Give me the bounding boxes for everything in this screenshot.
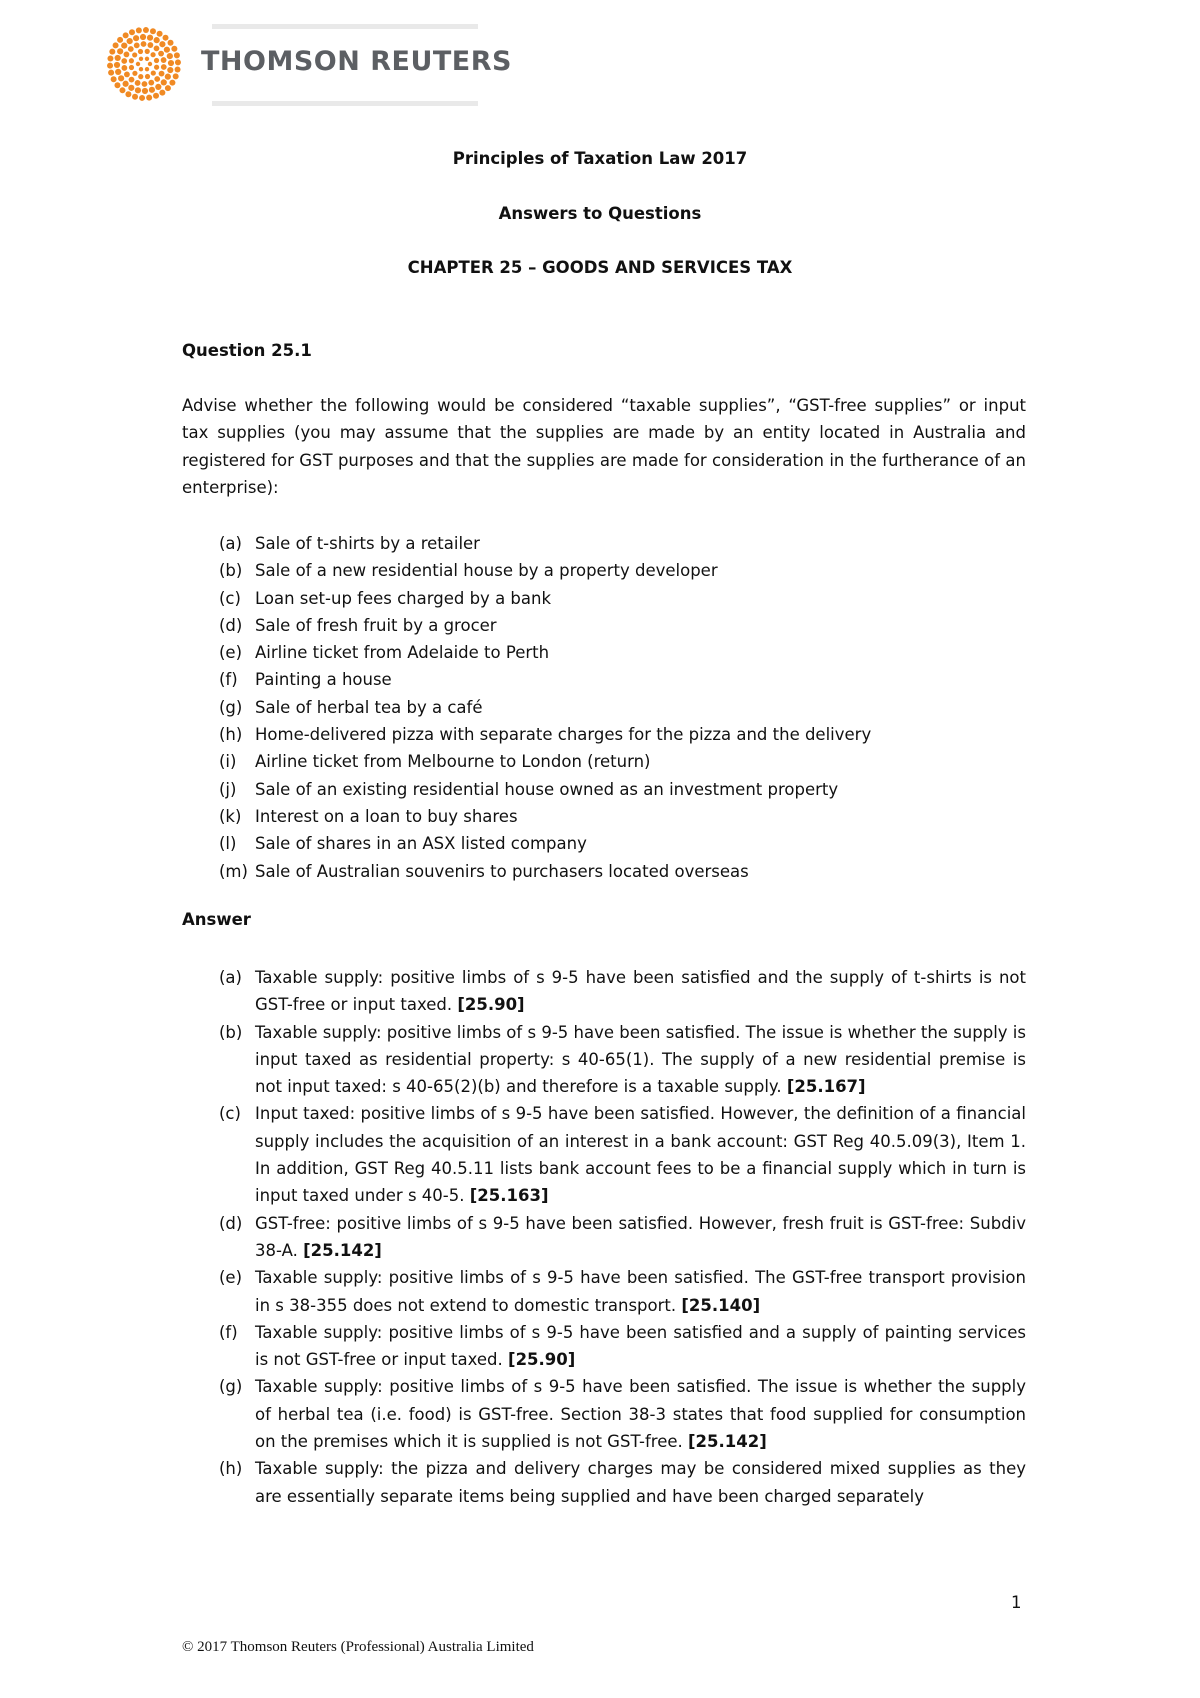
item-letter: (k) xyxy=(219,806,242,826)
list-item xyxy=(182,585,1026,612)
list-item xyxy=(182,612,1026,639)
item-text: Taxable supply: positive limbs of s 9-5 have been satisfied and the supply of t-shirts is not GST-free or input taxed. xyxy=(255,968,1026,1015)
item-letter: (d) xyxy=(219,1213,243,1233)
item-letter: (j) xyxy=(219,779,237,799)
paragraph-reference: [25.90] xyxy=(508,1350,576,1370)
header-rule-bottom xyxy=(212,101,478,106)
item-text: Taxable supply: the pizza and delivery charges may be considered mixed supplies as they are essentially separate items being supplied and have been charged separately xyxy=(255,1459,1026,1506)
question-intro: Advise whether the following would be considered “taxable supplies”, “GST-free supplies” or input tax supplies (you may assume that the supplies are made by an entity located in Australia and registered for GST purposes and that the supplies are made for consideration in the furtherance of an enterprise): xyxy=(182,396,1026,497)
list-item xyxy=(182,830,1026,857)
item-text: Sale of Australian souvenirs to purchasers located overseas xyxy=(255,861,749,881)
list-item xyxy=(182,1019,1026,1101)
item-text: Sale of fresh fruit by a grocer xyxy=(255,615,497,635)
list-item xyxy=(182,666,1026,693)
list-item xyxy=(182,1373,1026,1455)
list-item xyxy=(182,1455,1026,1510)
list-item xyxy=(182,694,1026,721)
list-item xyxy=(182,1100,1026,1209)
thomson-reuters-dot-sphere-icon xyxy=(104,24,184,104)
paragraph-reference: [25.140] xyxy=(681,1295,761,1315)
list-item xyxy=(182,721,1026,748)
item-text: Airline ticket from Melbourne to London (return) xyxy=(255,752,651,772)
item-text: Sale of shares in an ASX listed company xyxy=(255,834,587,854)
copyright-notice: © 2017 Thomson Reuters (Professional) Australia Limited xyxy=(182,1639,534,1655)
item-letter: (b) xyxy=(219,1022,243,1042)
page-number: 1 xyxy=(1011,1593,1022,1612)
item-text: Taxable supply: positive limbs of s 9-5 have been satisfied. The issue is whether the supply of herbal tea (i.e. food) is GST-free. Section 38-3 states that food supplied for consumption on the premises which it is supplied is not GST-free. xyxy=(255,1377,1026,1452)
document-title: Principles of Taxation Law 2017 xyxy=(452,149,748,168)
item-letter: (l) xyxy=(219,834,237,854)
document-subtitle: Answers to Questions xyxy=(498,204,702,223)
list-item xyxy=(182,748,1026,775)
list-item xyxy=(182,964,1026,1019)
answer-heading: Answer xyxy=(182,910,251,929)
item-letter: (i) xyxy=(219,752,237,772)
chapter-heading: CHAPTER 25 – GOODS AND SERVICES TAX xyxy=(407,258,793,277)
header-rule-top xyxy=(212,24,478,29)
list-item xyxy=(182,1210,1026,1265)
item-letter: (g) xyxy=(219,697,243,717)
item-letter: (b) xyxy=(219,561,243,581)
list-item xyxy=(182,639,1026,666)
item-letter: (h) xyxy=(219,725,243,745)
paragraph-reference: [25.142] xyxy=(303,1240,382,1260)
item-letter: (e) xyxy=(219,643,243,663)
item-text: Sale of an existing residential house owned as an investment property xyxy=(255,779,839,799)
item-text: Home-delivered pizza with separate charges for the pizza and the delivery xyxy=(255,725,872,745)
item-letter: (f) xyxy=(219,670,238,690)
paragraph-reference: [25.167] xyxy=(786,1077,866,1097)
item-letter: (a) xyxy=(219,534,242,553)
item-text: GST-free: positive limbs of s 9-5 have been satisfied. However, fresh fruit is GST-free: Subdiv 38-A. xyxy=(255,1213,1026,1260)
item-text: Interest on a loan to buy shares xyxy=(255,806,518,826)
item-text: Airline ticket from Adelaide to Perth xyxy=(255,643,550,663)
item-text: Sale of a new residential house by a property developer xyxy=(255,561,718,581)
question-heading: Question 25.1 xyxy=(182,341,312,360)
item-text: Sale of t-shirts by a retailer xyxy=(255,534,480,553)
paragraph-reference: [25.163] xyxy=(469,1186,549,1206)
paragraph-reference: [25.90] xyxy=(457,995,525,1015)
item-letter: (a) xyxy=(219,968,242,987)
item-text: Loan set-up fees charged by a bank xyxy=(255,588,552,608)
item-text: Taxable supply: positive limbs of s 9-5 have been satisfied and a supply of painting services is not GST-free or input taxed. xyxy=(255,1322,1026,1370)
item-letter: (c) xyxy=(219,588,241,608)
item-text: Taxable supply: positive limbs of s 9-5 have been satisfied. The issue is whether the supply is input taxed as residential property: s 40-65(1). The supply of a new residential premise is not input taxed: s 40-65(2)(b) and therefore is a taxable supply. xyxy=(255,1022,1026,1097)
item-letter: (e) xyxy=(219,1268,243,1288)
paragraph-reference: [25.142] xyxy=(688,1432,767,1452)
list-item xyxy=(182,776,1026,803)
list-item xyxy=(182,557,1026,584)
item-letter: (g) xyxy=(219,1377,243,1397)
brand-name: THOMSON REUTERS xyxy=(201,46,512,77)
question-list xyxy=(182,530,1026,885)
list-item xyxy=(182,803,1026,830)
list-item xyxy=(182,530,1026,557)
item-letter: (d) xyxy=(219,615,243,635)
item-text: Input taxed: positive limbs of s 9-5 have been satisfied. However, the definition of a financial supply includes the acquisition of an interest in a bank account: GST Reg 40.5.09(3), Item 1. In addition, GST Reg 40.5.11 lists bank account fees to be a financial supply which in turn is input taxed under s 40-5. xyxy=(255,1104,1026,1206)
item-text: Painting a house xyxy=(255,670,392,690)
list-item xyxy=(182,1264,1026,1319)
list-item xyxy=(182,1319,1026,1374)
item-letter: (c) xyxy=(219,1104,241,1124)
item-text: Taxable supply: positive limbs of s 9-5 have been satisfied. The GST-free transport provision in s 38-355 does not extend to domestic transport. xyxy=(255,1268,1026,1315)
list-item xyxy=(182,858,1026,885)
answer-list xyxy=(182,964,1026,1510)
item-letter: (m) xyxy=(219,861,248,881)
item-text: Sale of herbal tea by a café xyxy=(255,697,483,717)
item-letter: (f) xyxy=(219,1322,238,1342)
item-letter: (h) xyxy=(219,1459,243,1479)
